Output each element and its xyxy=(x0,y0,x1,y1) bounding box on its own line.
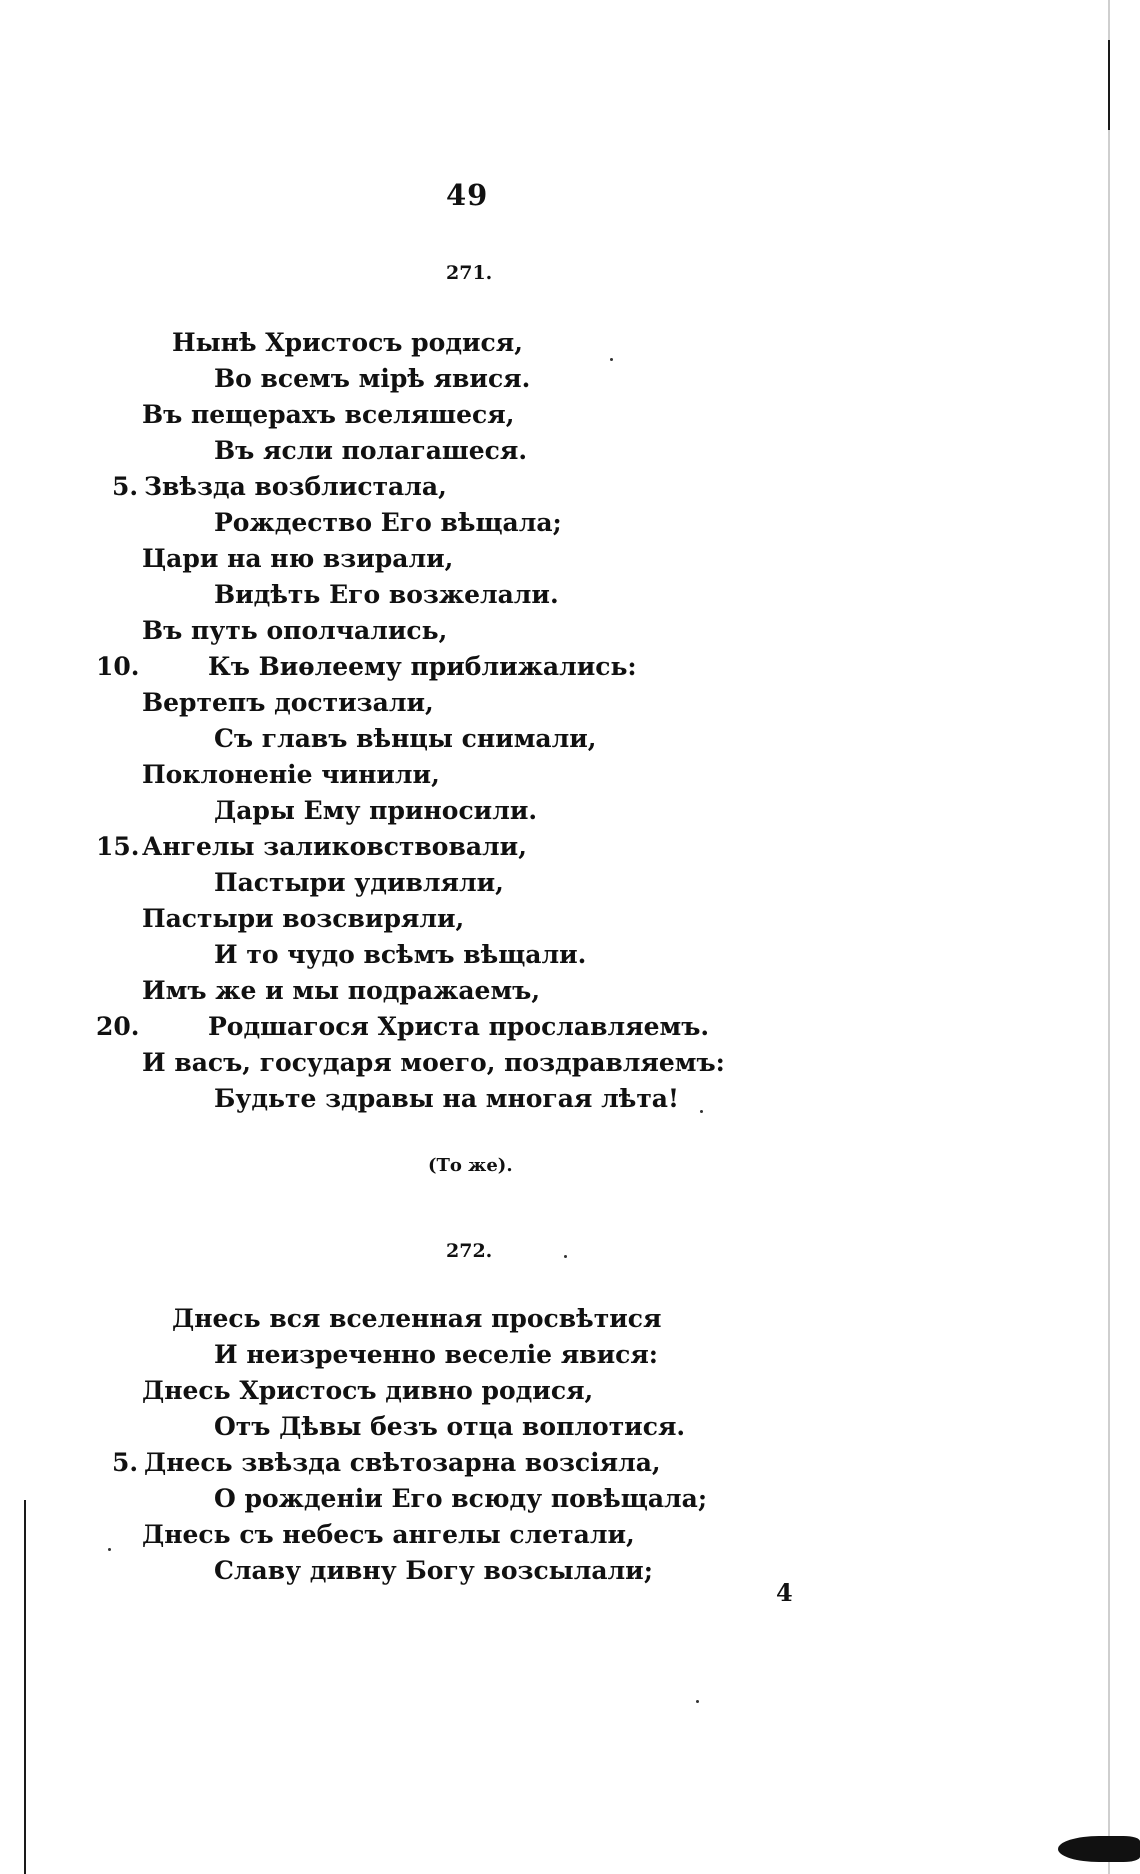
poem-line: Имъ же и мы подражаемъ, xyxy=(142,976,541,1005)
scan-speck xyxy=(700,1110,703,1113)
poem-line: Цари на ню взирали, xyxy=(142,544,454,573)
poem-line: И васъ, государя моего, поздравляемъ: xyxy=(142,1048,725,1077)
poem-line: Будьте здравы на многая лѣта! xyxy=(214,1084,679,1113)
poem-line: И неизреченно веселіе явися: xyxy=(214,1340,659,1369)
poem-line: Къ Виѳлеему приближались: xyxy=(208,652,637,681)
right-edge-dark-mark xyxy=(1108,40,1110,130)
poem-line: Родшагося Христа прославляемъ. xyxy=(208,1012,710,1041)
poem-line: Пастыри возсвиряли, xyxy=(142,904,465,933)
poem-line: Съ главъ вѣнцы снимали, xyxy=(214,724,597,753)
poem-line: Рождество Его вѣщала; xyxy=(214,508,562,537)
ink-blot xyxy=(1058,1836,1140,1862)
poem-line: Во всемъ мірѣ явися. xyxy=(214,364,531,393)
poem-line: Днесь съ небесъ ангелы слетали, xyxy=(142,1520,635,1549)
poem-number: 272. xyxy=(446,1240,493,1262)
poem-line: Дары Ему приносили. xyxy=(214,796,538,825)
scan-speck xyxy=(696,1700,699,1703)
line-number: 20. xyxy=(96,1012,140,1041)
line-number: 10. xyxy=(96,652,140,681)
scan-speck xyxy=(108,1548,111,1551)
poem-line: Въ путь ополчались, xyxy=(142,616,448,645)
page-number: 49 xyxy=(446,178,489,212)
line-number: 5. xyxy=(112,472,139,501)
line-number: 15. xyxy=(96,832,140,861)
poem-line: Вертепъ достизали, xyxy=(142,688,434,717)
poem-line: Ангелы заликовствовали, xyxy=(142,832,527,861)
poem-line: Въ пещерахъ вселяшеся, xyxy=(142,400,515,429)
poem-line: Днесь звѣзда свѣтозарна возсіяла, xyxy=(144,1448,661,1477)
poem-number: 271. xyxy=(446,262,493,284)
poem-line: Нынѣ Христосъ родися, xyxy=(172,328,523,357)
left-edge-line xyxy=(24,1500,26,1874)
poem-line: Днесь Христосъ дивно родися, xyxy=(142,1376,594,1405)
source-note: (То же). xyxy=(428,1155,513,1176)
poem-line: Поклоненіе чинили, xyxy=(142,760,440,789)
line-number: 5. xyxy=(112,1448,139,1477)
poem-line: Видѣть Его возжелали. xyxy=(214,580,559,609)
poem-line: Днесь вся вселенная просвѣтися xyxy=(172,1304,662,1333)
scan-speck xyxy=(610,358,613,361)
scan-speck xyxy=(564,1255,567,1258)
poem-line: И то чудо всѣмъ вѣщали. xyxy=(214,940,587,969)
poem-line: Звѣзда возблистала, xyxy=(144,472,447,501)
right-edge-line xyxy=(1108,0,1110,1874)
poem-line: О рожденіи Его всюду повѣщала; xyxy=(214,1484,708,1513)
signature-mark: 4 xyxy=(776,1578,793,1607)
poem-line: Славу дивну Богу возсылали; xyxy=(214,1556,653,1585)
poem-line: Пастыри удивляли, xyxy=(214,868,504,897)
poem-line: Въ ясли полагашеся. xyxy=(214,436,528,465)
poem-line: Отъ Дѣвы безъ отца воплотися. xyxy=(214,1412,686,1441)
